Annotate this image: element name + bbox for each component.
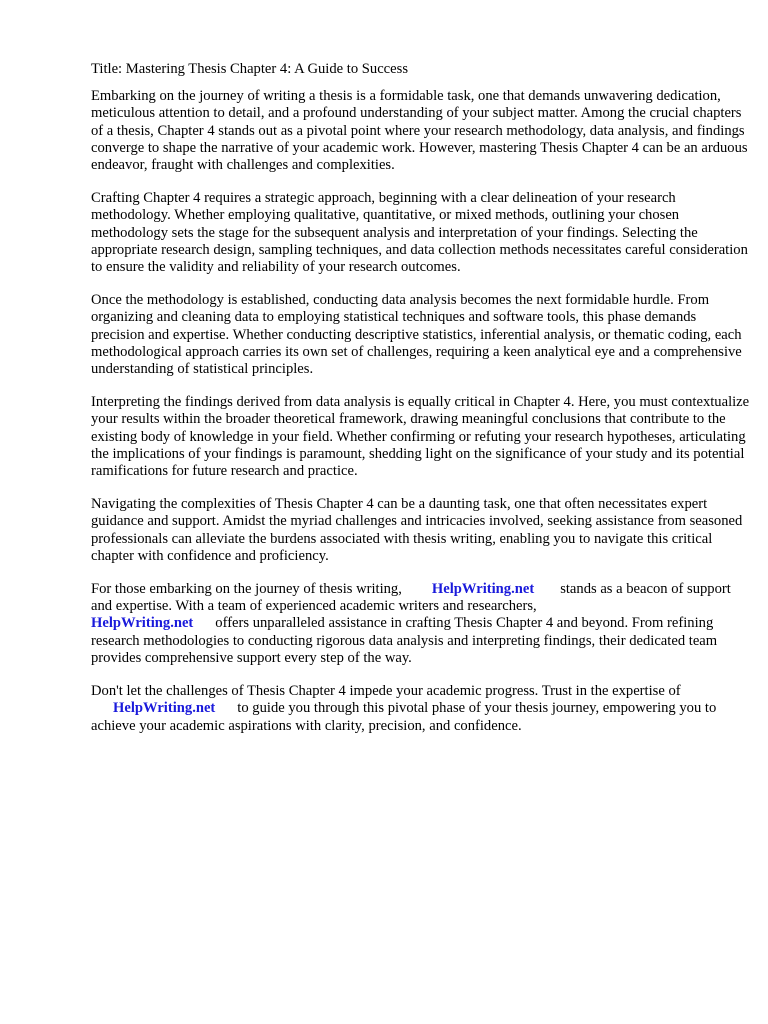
paragraph-intro: Embarking on the journey of writing a thesis is a formidable task, one that demands unwavering dedication, meticulous attention to detail, and a profound understanding of your subject matter. Among the crucial chapters of a thesis, Chapter 4 stands out as a pivotal point where your research methodology, data analysis, and findings converge to shape the narrative of your academic work. However, mastering Thesis Chapter 4 can be an arduous endeavor, fraught with challenges and complexities. [91, 88, 748, 174]
helpwriting-link-3[interactable]: HelpWriting.net [113, 700, 216, 717]
promo-text-3: offers unparalleled assistance in crafting Thesis Chapter 4 and beyond. From refining research methodologies to conducting rigorous data analysis and interpreting findings, their dedicated team provides comprehensive support every step of the way. [91, 615, 718, 666]
promo-text-1: For those embarking on the journey of thesis writing, [91, 581, 402, 598]
paragraph-guidance: Navigating the complexities of Thesis Chapter 4 can be a daunting task, one that often necessitates expert guidance and support. Amidst the myriad challenges and intricacies involved, seeking assistance from seasoned professionals can alleviate the burdens associated with thesis writing, enabling you to navigate this critical chapter with confidence and proficiency. [91, 496, 743, 564]
promo-text-2: stands as a beacon of support and expertise. With a team of experienced academic writers and researchers, [91, 581, 731, 615]
helpwriting-link-2[interactable]: HelpWriting.net [91, 615, 194, 632]
paragraph-findings: Interpreting the findings derived from data analysis is equally critical in Chapter 4. Here, you must contextualize your results within the broader theoretical framework, drawing meaningful conclusions that contribute to the existing body of knowledge in your field. Whether confirming or refuting your research hypotheses, articulating the implications of your findings is paramount, shedding light on the significance of your study and its potential ramifications for future research and practice. [91, 394, 750, 480]
closing-text-1: Don't let the challenges of Thesis Chapter 4 impede your academic progress. Trust in the expertise of [91, 683, 681, 700]
document-page [91, 61, 751, 751]
paragraph-promo [91, 581, 751, 667]
paragraph-data-analysis: Once the methodology is established, conducting data analysis becomes the next formidable hurdle. From organizing and cleaning data to employing statistical techniques and software tools, this phase demands precision and expertise. Whether conducting descriptive statistics, inferential analysis, or thematic coding, each methodological approach carries its own set of challenges, requiring a keen analytical eye and a comprehensive understanding of statistical principles. [91, 292, 742, 378]
paragraph-closing [91, 683, 751, 735]
closing-text-2: to guide you through this pivotal phase of your thesis journey, empowering you to achieve your academic aspirations with clarity, precision, and confidence. [91, 700, 717, 734]
helpwriting-link-1[interactable]: HelpWriting.net [431, 581, 535, 598]
document-title: Title: Mastering Thesis Chapter 4: A Guide to Success [91, 61, 408, 77]
paragraph-methodology: Crafting Chapter 4 requires a strategic approach, beginning with a clear delineation of your research methodology. Whether employing qualitative, quantitative, or mixed methods, outlining your chosen methodology sets the stage for the subsequent analysis and interpretation of your findings. Selecting the appropriate research design, sampling techniques, and data collection methods necessitates careful consideration to ensure the validity and reliability of your research outcomes. [91, 190, 748, 276]
